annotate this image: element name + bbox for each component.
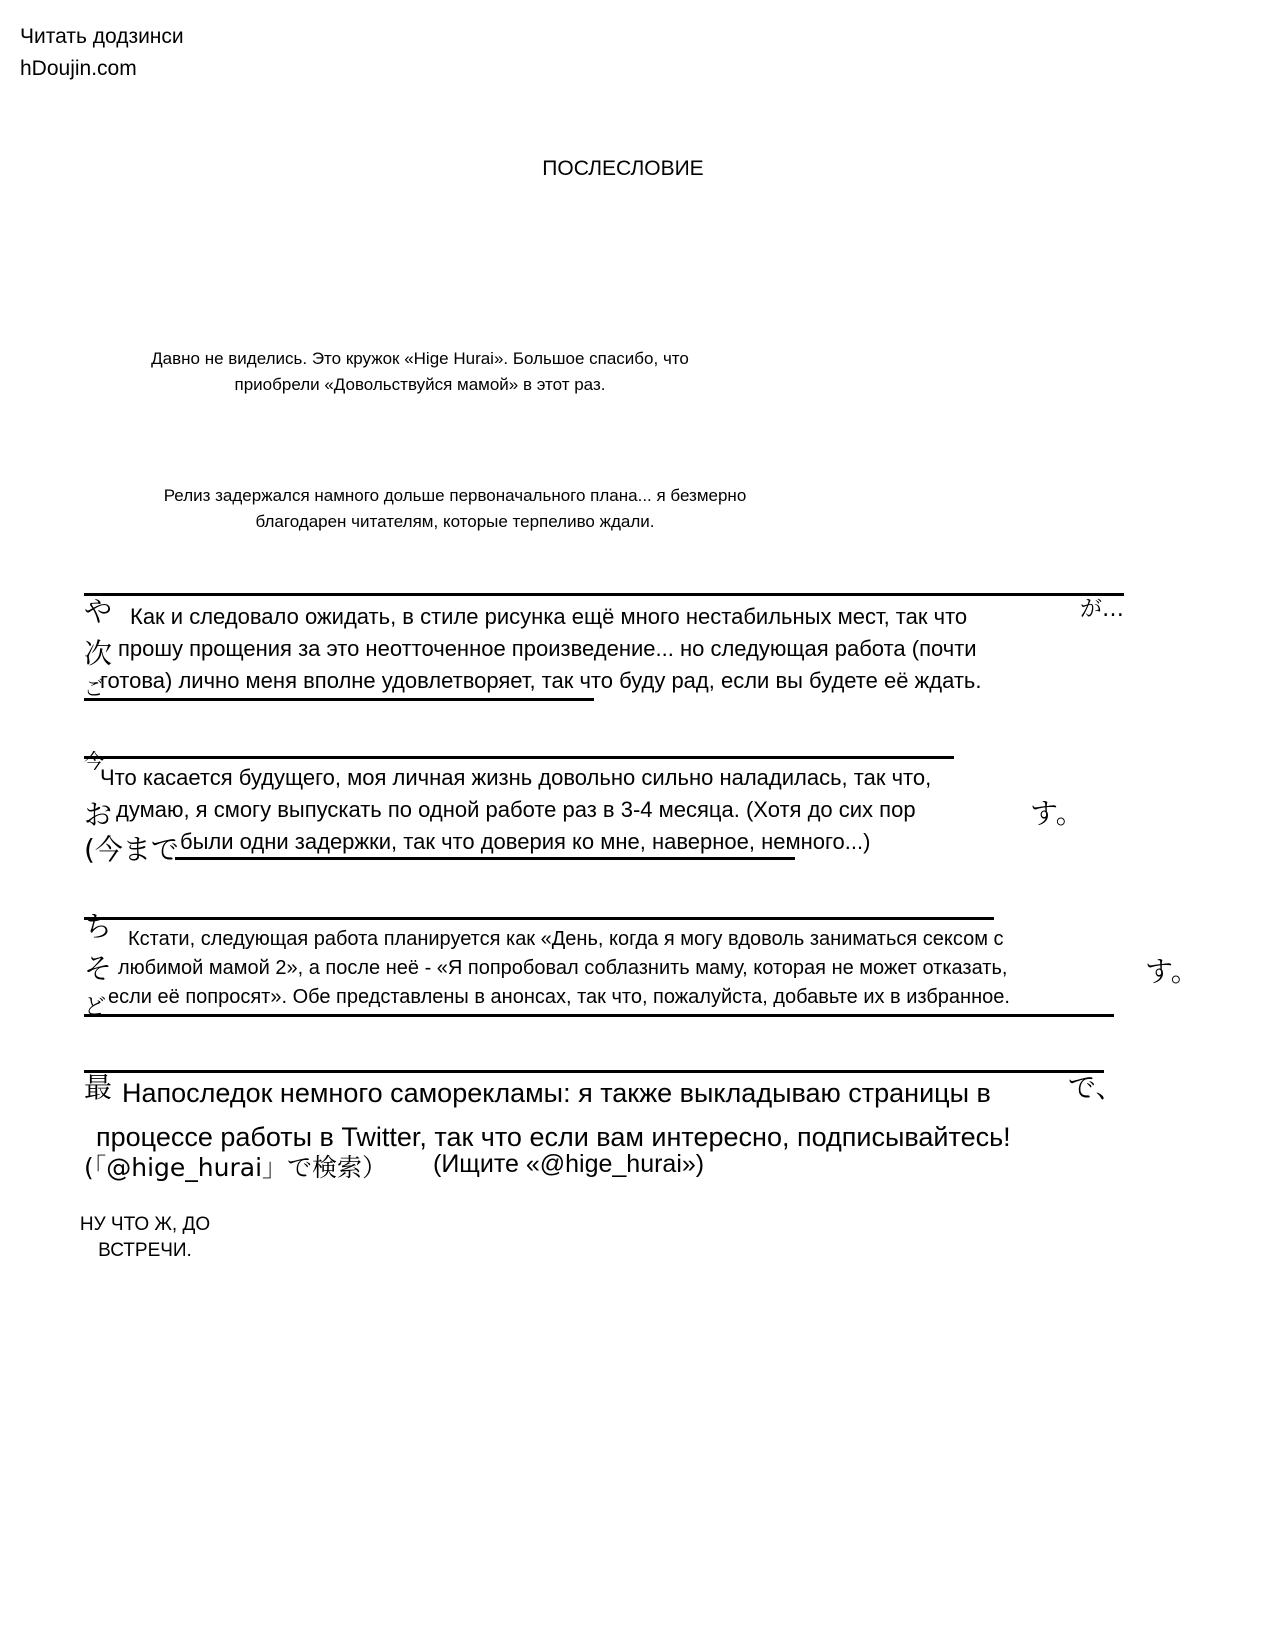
paragraph-2-line-3: были одни задержки, так что доверия ко мне, наверное, немного...) xyxy=(180,829,871,854)
paragraph-4-line-2: процессе работы в Twitter, так что если вам интересно, подписывайтесь! xyxy=(96,1122,1011,1152)
jp-remnant-text: す。 xyxy=(1145,955,1199,988)
page-title: ПОСЛЕСЛОВИЕ xyxy=(542,157,704,180)
intro-line-1: Давно не виделись. Это кружок «Hige Hurai». Большое спасибо, что xyxy=(151,349,689,368)
jp-remnant-text: ち xyxy=(84,910,113,943)
intro-line-2: приобрели «Довольствуйся мамой» в этот раз. xyxy=(234,375,606,394)
jp-remnant-strip xyxy=(84,698,594,701)
jp-remnant-text: お xyxy=(84,798,113,831)
closing-note xyxy=(70,1212,220,1264)
paragraph-3-line-2: любимой мамой 2», а после неё - «Я попробовал соблазнить маму, которая не может отказать, xyxy=(118,957,1008,979)
jp-remnant-text: 今 xyxy=(84,749,104,773)
jp-remnant-strip xyxy=(84,593,1124,596)
paragraph-1-line-3: готова) лично меня вполне удовлетворяет, так что буду рад, если вы будете её ждать. xyxy=(100,668,982,693)
jp-remnant-text: ど xyxy=(84,995,107,1020)
watermark-site-url: hDoujin.com xyxy=(20,57,137,80)
jp-remnant-text: で、 xyxy=(1068,1071,1124,1104)
delay-paragraph xyxy=(100,483,810,535)
watermark-site-name: Читать додзинси xyxy=(20,25,184,48)
twitter-search-hint-ru: (Ищите «@hige_hurai») xyxy=(433,1150,705,1178)
jp-remnant-text: (今まで xyxy=(84,833,179,866)
intro-paragraph xyxy=(90,346,750,398)
paragraph-2 xyxy=(100,762,1060,858)
paragraph-3 xyxy=(108,925,1168,1012)
delay-line-2: благодарен читателям, которые терпеливо ждали. xyxy=(255,512,655,531)
jp-remnant-text: す。 xyxy=(1030,797,1084,830)
twitter-search-hint-jp: (「@hige_hurai」で検索） xyxy=(84,1153,388,1182)
delay-line-1: Релиз задержался намного дольше первоначального плана... я безмерно xyxy=(163,486,747,505)
paragraph-4 xyxy=(96,1071,1126,1159)
jp-remnant-strip xyxy=(84,1014,1114,1017)
jp-remnant-strip xyxy=(84,917,994,920)
paragraph-1 xyxy=(100,601,1120,697)
closing-line-1: НУ ЧТО Ж, ДО xyxy=(79,1214,211,1235)
paragraph-3-line-1: Кстати, следующая работа планируется как «День, когда я могу вдоволь заниматься сексом с xyxy=(128,928,1004,950)
paragraph-3-line-3: если её попросят». Обе представлены в анонсах, так что, пожалуйста, добавьте их в избранное. xyxy=(108,986,1010,1008)
jp-remnant-strip xyxy=(84,756,954,759)
closing-line-2: ВСТРЕЧИ. xyxy=(98,1240,192,1261)
paragraph-4-line-1: Напоследок немного саморекламы: я также выкладываю страницы в xyxy=(122,1078,991,1108)
jp-remnant-text: 最 xyxy=(84,1071,113,1104)
jp-remnant-text: 次 xyxy=(84,637,113,670)
paragraph-2-line-2: думаю, я смогу выпускать по одной работе раз в 3-4 месяца. (Хотя до сих пор xyxy=(116,797,916,822)
paragraph-1-line-2: прошу прощения за это неотточенное произведение... но следующая работа (почти xyxy=(118,636,977,661)
paragraph-1-line-1: Как и следовало ожидать, в стиле рисунка ещё много нестабильных мест, так что xyxy=(130,604,968,629)
jp-remnant-text: そ xyxy=(84,952,113,985)
jp-remnant-text: ご xyxy=(84,676,104,700)
paragraph-2-line-1: Что касается будущего, моя личная жизнь довольно сильно наладилась, так что, xyxy=(100,765,932,790)
jp-remnant-text: が… xyxy=(1080,597,1125,622)
jp-remnant-text: や xyxy=(84,595,113,628)
